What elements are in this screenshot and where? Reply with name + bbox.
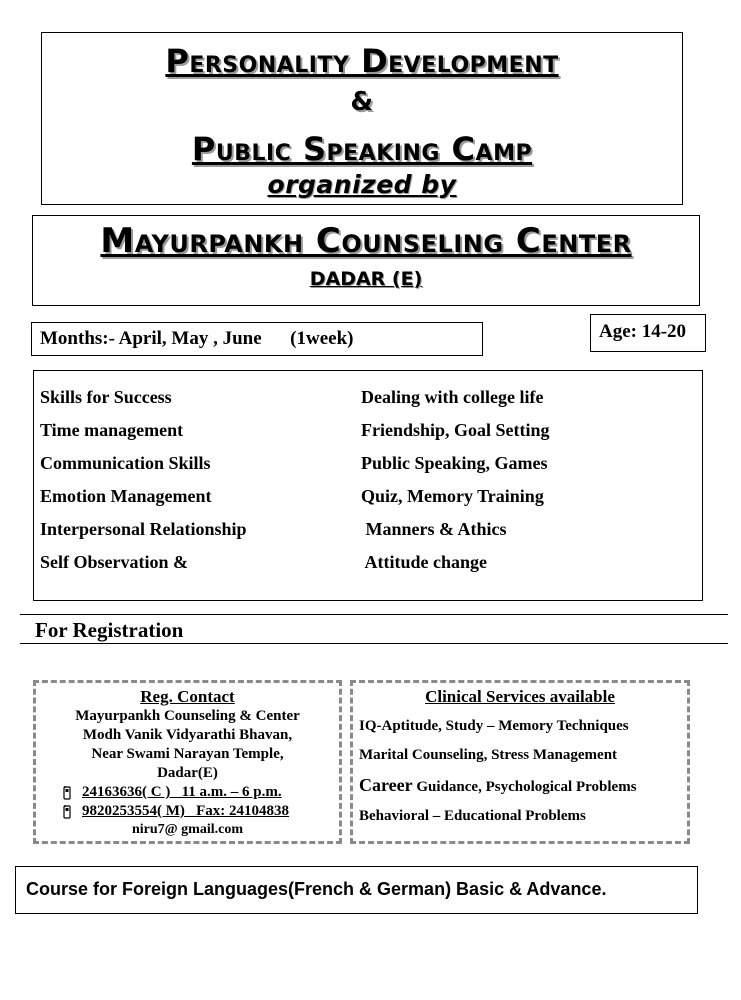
topic-left: Communication Skills — [40, 453, 211, 473]
phone-number-office: 24163636( C ) 11 a.m. – 6 p.m. — [82, 784, 282, 800]
topic-left: Time management — [40, 420, 184, 440]
email-address: niru7@ gmail.com — [131, 822, 243, 837]
title-line-1: Personality Development — [165, 42, 559, 80]
topic-right: Public Speaking, Games — [361, 453, 548, 473]
topics-box — [33, 370, 703, 601]
topic-left: Interpersonal Relationship — [40, 519, 247, 539]
topic-right: Attitude change — [361, 552, 487, 572]
title-line-2: Public Speaking Camp — [191, 130, 533, 168]
address-line: Modh Vanik Vidyarathi Bhavan, — [82, 727, 293, 743]
age-box — [590, 314, 706, 352]
service-item: Behavioral – Educational Problems — [359, 808, 586, 824]
divider-top — [20, 614, 728, 615]
organizer-box — [32, 215, 700, 306]
topic-right: Dealing with college life — [361, 387, 544, 407]
registration-heading: For Registration — [35, 618, 184, 642]
foreign-languages-text: Course for Foreign Languages(French & German) Basic & Advance. — [26, 879, 607, 899]
organizer-location: DADAR (E) — [309, 268, 423, 290]
address-line: Dadar(E) — [157, 765, 218, 781]
topic-right: Quiz, Memory Training — [361, 486, 544, 506]
clinical-services-box — [350, 680, 690, 844]
topic-left: Self Observation & — [40, 552, 188, 572]
clinical-heading: Clinical Services available — [425, 687, 615, 706]
organized-by-label: organized by — [267, 170, 457, 199]
title-ampersand: & — [350, 87, 374, 117]
mobile-phone-icon — [62, 805, 72, 819]
career-word: Career — [359, 775, 413, 795]
contact-box — [33, 680, 342, 844]
topic-right: Manners & Athics — [361, 519, 507, 539]
phone-number-mobile: 9820253554( M) Fax: 24104838 — [82, 803, 290, 819]
age-text: Age: 14-20 — [599, 321, 687, 342]
topic-left: Emotion Management — [40, 486, 212, 506]
service-item: Marital Counseling, Stress Management — [359, 747, 618, 763]
address-line: Near Swami Narayan Temple, — [91, 746, 284, 762]
organizer-name: Mayurpankh Counseling Center — [100, 221, 632, 261]
service-item-career — [359, 775, 637, 796]
topic-left: Skills for Success — [40, 387, 172, 407]
divider-bottom — [20, 643, 728, 644]
months-box — [31, 322, 483, 356]
phone-icon — [62, 786, 72, 800]
title-box — [41, 32, 683, 205]
contact-heading: Reg. Contact — [140, 687, 235, 706]
topic-right: Friendship, Goal Setting — [361, 420, 550, 440]
address-line: Mayurpankh Counseling & Center — [75, 708, 300, 724]
months-text: Months:- April, May , June (1week) — [40, 328, 354, 349]
service-item: IQ-Aptitude, Study – Memory Techniques — [359, 718, 629, 734]
foreign-languages-box — [15, 866, 698, 914]
career-rest: Guidance, Psychological Problems — [412, 779, 637, 795]
